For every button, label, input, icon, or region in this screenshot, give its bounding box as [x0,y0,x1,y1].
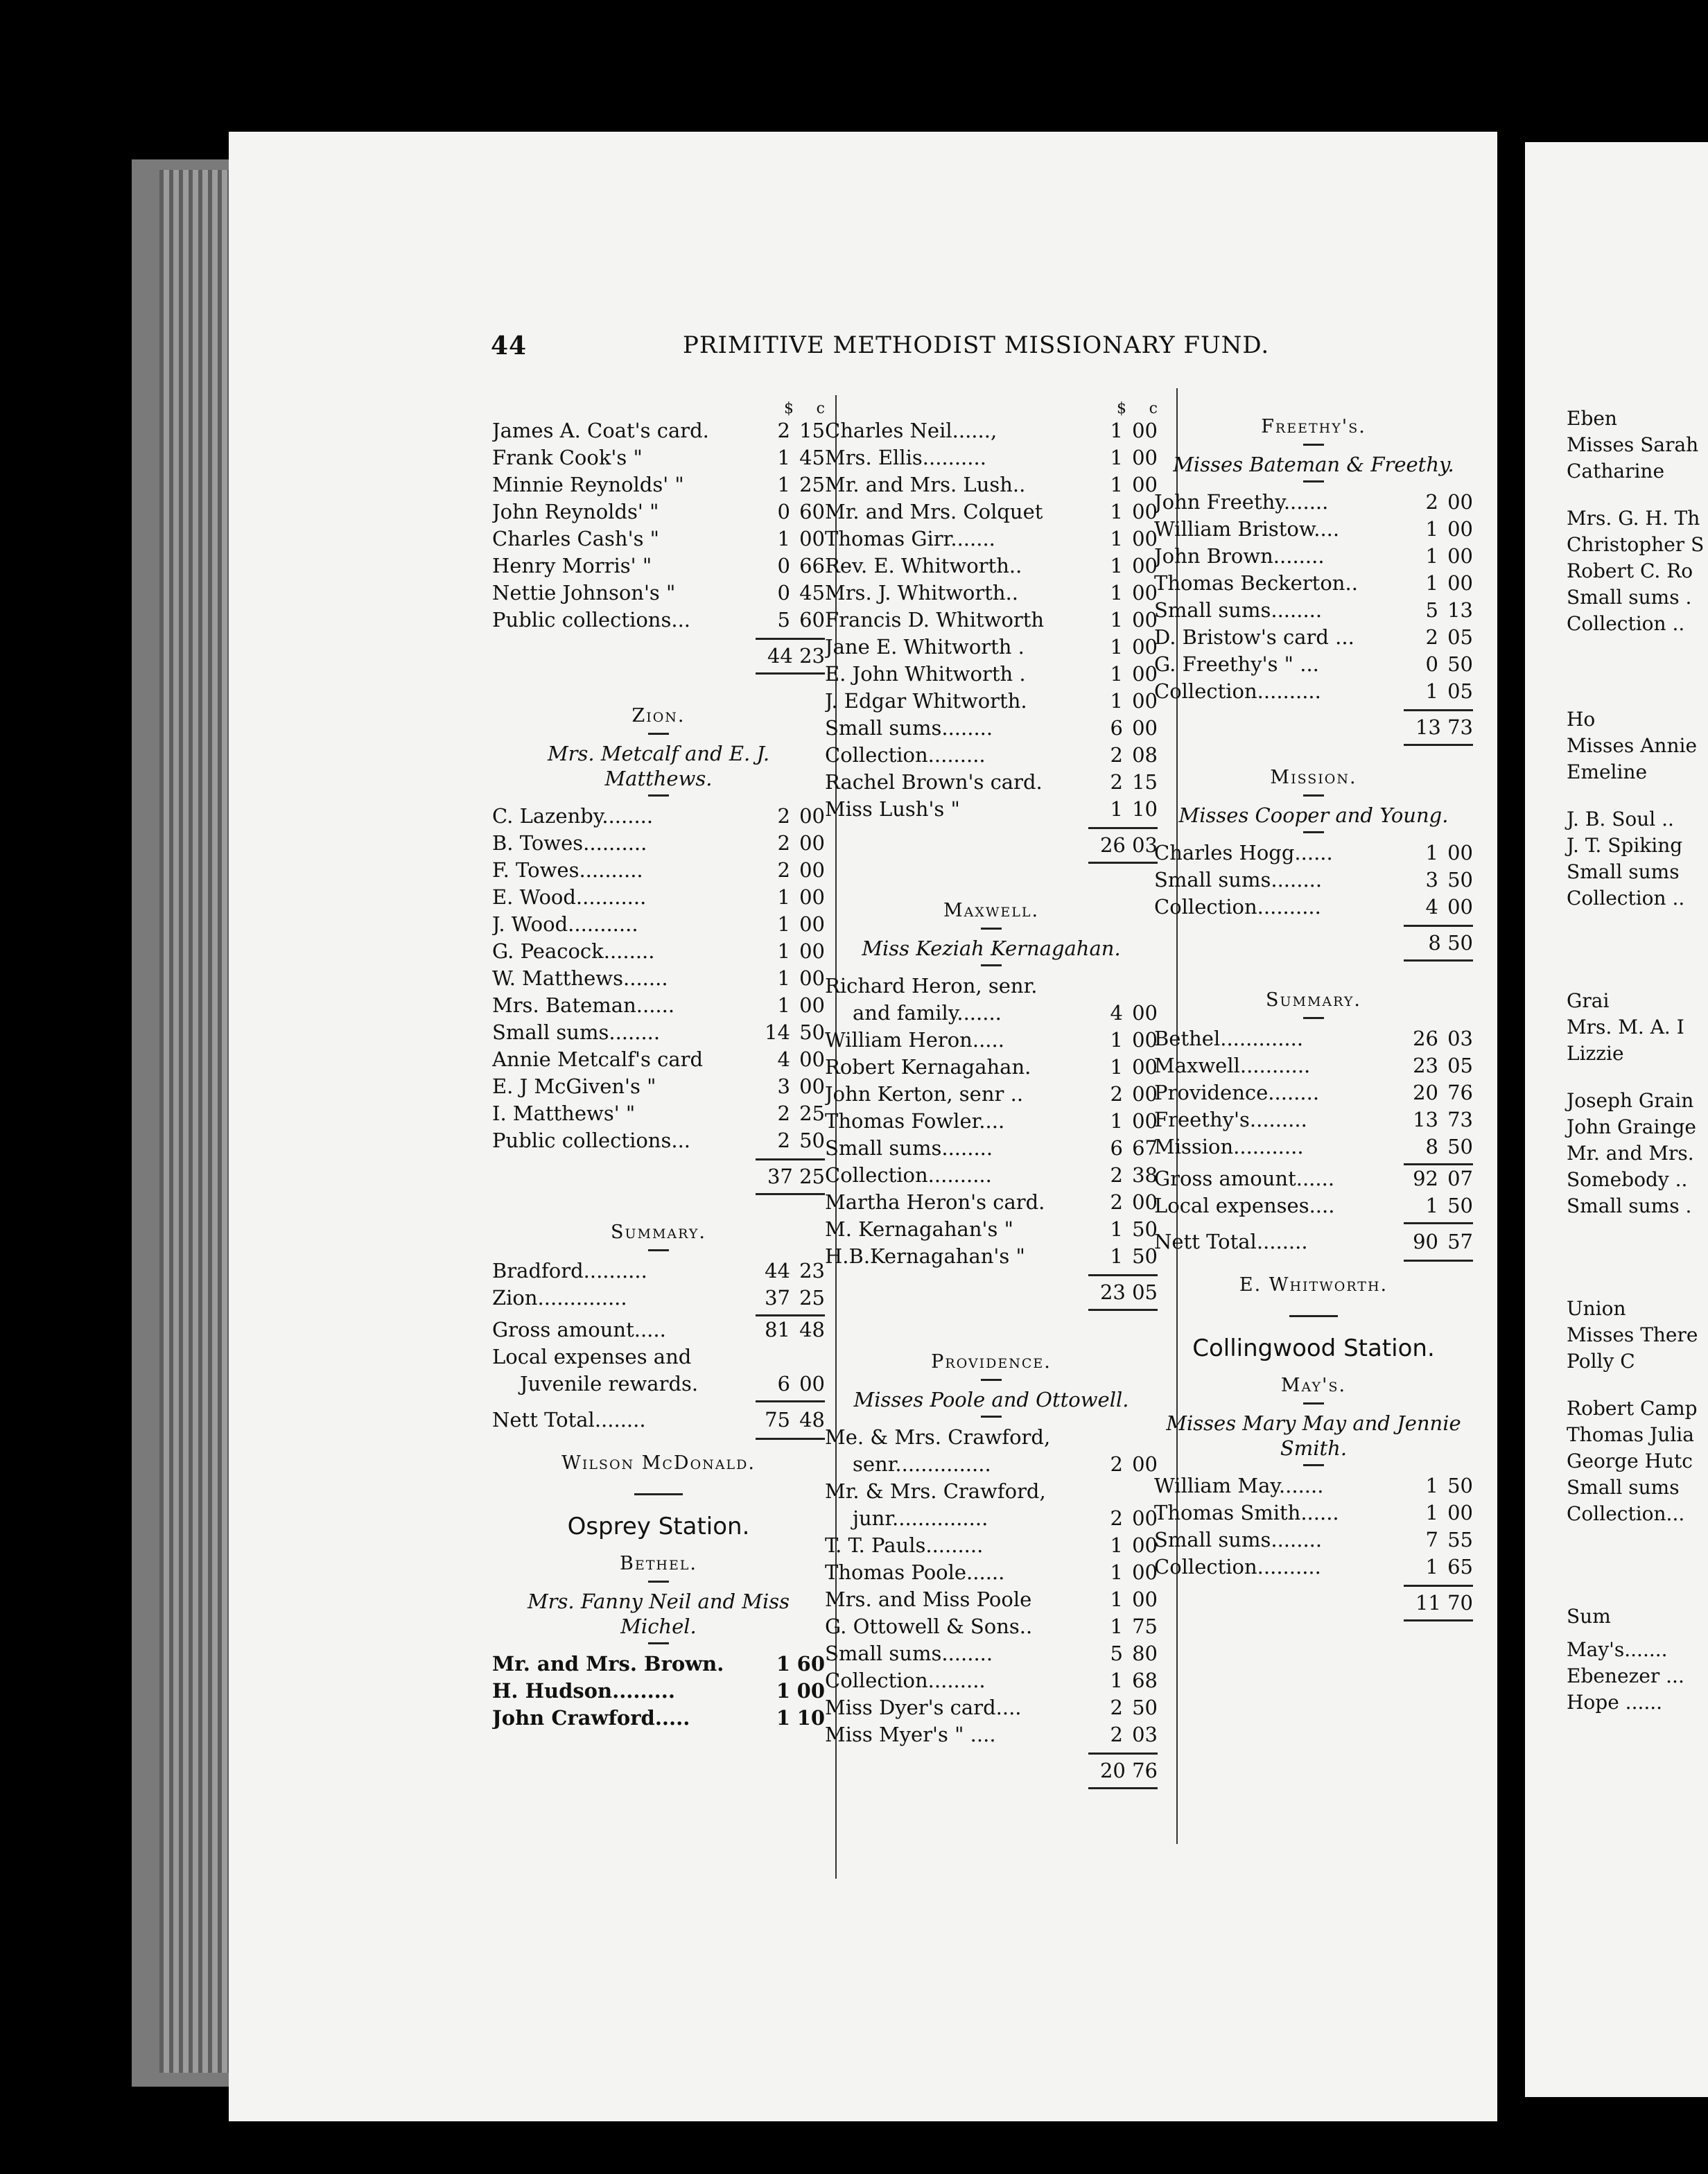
list-item: Thomas Fowler.... 1 00 [825,1109,1158,1133]
list-item: Collection.......... 2 38 [825,1163,1158,1187]
list-item: Miss Myer's " .... 2 03 [825,1723,1158,1746]
bethel-total: 26 03 [825,823,1158,871]
bethel-cont-entries [825,417,1158,823]
list-item: F. Towes.......... 2 00 [492,858,825,882]
mission-collectors: Misses Cooper and Young. [1178,803,1449,827]
list-item: Mrs. Bateman...... 1 00 [492,993,825,1017]
list-item: Small sums........ 5 13 [1154,598,1473,622]
list-item: E. Wood........... 1 00 [492,885,825,909]
list-item: Small sums . [1567,1194,1692,1217]
summary-heading: Summary. [1266,989,1361,1011]
nett-rule-bottom [492,1434,825,1440]
list-item: John Freethy....... 2 00 [1154,490,1473,514]
list-item: Small sums [1567,1476,1680,1499]
divider [1303,1017,1324,1019]
list-item: Richard Heron, senr. [825,974,1038,998]
maxwell-entries [825,1000,1158,1270]
list-item: Small sums........ 5 80 [825,1642,1158,1665]
list-item: M. Kernagahan's " 1 50 [825,1217,1158,1241]
list-item: Mrs. M. A. I [1567,1016,1684,1038]
mays-collectors: Misses Mary May and Jennie Smith. [1166,1411,1461,1460]
page-number: 44 [491,331,528,360]
list-item: Martha Heron's card. 2 00 [825,1190,1158,1214]
list-item: Eben [1567,407,1617,430]
freethy-heading: Freethy's. [1261,416,1366,437]
list-item: Small sums . [1567,586,1692,609]
column-1 [492,401,825,1732]
list-item: Mrs. Ellis.......... 1 00 [825,446,1158,469]
list-item: J. T. Spiking [1567,834,1683,857]
mission-heading: Mission. [1270,767,1357,788]
list-item: Collection......... 1 68 [825,1669,1158,1692]
list-item: Charles Hogg...... 1 00 [1154,841,1473,864]
divider [981,1416,1002,1418]
local-expenses-label: Local expenses and [492,1345,692,1368]
list-item: Maxwell........... 23 05 [1154,1054,1473,1077]
providence-heading: Providence. [931,1351,1052,1373]
list-item: Collection .. [1567,612,1685,635]
list-item: Mrs. G. H. Th [1567,507,1700,530]
list-item: Polly C [1567,1350,1635,1373]
list-item: Providence........ 20 76 [1154,1081,1473,1104]
list-item: Mission........... 8 50 [1154,1135,1473,1158]
list-item: Charles Cash's " 1 00 [492,527,825,550]
list-item: Misses Annie [1567,734,1698,757]
list-item: William Bristow.... 1 00 [1154,517,1473,541]
list-item: Ho [1567,708,1596,731]
maxwell-collectors: Miss Keziah Kernagahan. [862,937,1121,960]
list-item: Bradford.......... 44 23 [492,1259,825,1282]
list-item: John Crawford..... 1 10 [492,1706,825,1730]
list-item: Misses There [1567,1323,1698,1346]
list-item: Collection.......... 1 65 [1154,1555,1473,1579]
list-item: Catharine [1567,460,1665,482]
list-item: J. B. Soul .. [1567,808,1674,831]
list-item: Miss Lush's " 1 10 [825,797,1158,821]
providence-entries [825,1424,1158,1748]
list-item: H. Hudson......... 1 00 [492,1679,825,1703]
list-item: Me. & Mrs. Crawford, [825,1425,1051,1449]
maxwell-total: 23 05 [825,1270,1158,1318]
divider [981,928,1002,930]
list-item: Thomas Smith...... 1 00 [1154,1501,1473,1524]
section-separator [634,1493,683,1495]
list-item: Mr. and Mrs. Brown. 1 60 [492,1652,825,1676]
list-item: Somebody .. [1567,1168,1688,1191]
list-item: Frank Cook's " 1 45 [492,446,825,469]
list-item: senr............... 2 00 [853,1452,1158,1476]
list-item: E. J McGiven's " 3 00 [492,1075,825,1098]
list-item: Zion.............. 37 25 [492,1286,825,1310]
summary-entries [492,1258,825,1312]
list-item: G. Freethy's " ... 0 50 [1154,652,1473,676]
list-item: G. Ottowell & Sons.. 1 75 [825,1615,1158,1638]
list-item: Ebenezer ... [1567,1664,1684,1687]
list-item: Mrs. and Miss Poole 1 00 [825,1588,1158,1611]
list-item: Collection .. [1567,887,1685,910]
list-item: William May....... 1 50 [1154,1474,1473,1497]
bethel-entries [492,1651,825,1732]
list-item: Thomas Beckerton.. 1 00 [1154,571,1473,595]
zion-heading: Zion. [631,705,686,727]
divider [1303,480,1324,482]
list-item: Rachel Brown's card. 2 15 [825,770,1158,794]
list-item: John Brown........ 1 00 [1154,544,1473,568]
currency-header: $ c [1117,400,1158,417]
list-item: Misses Sarah [1567,433,1699,456]
list-item: Thomas Girr....... 1 00 [825,527,1158,550]
list-item: Hope ...... [1567,1691,1663,1714]
list-item: John Kerton, senr .. 2 00 [825,1082,1158,1106]
list-item: Small sums........ 14 50 [492,1020,825,1044]
summary-entries [1154,1025,1473,1160]
zion-collectors: Mrs. Metcalf and E. J. Matthews. [547,742,770,790]
list-item: Mr. and Mrs. Colquet 1 00 [825,500,1158,523]
list-item: G. Peacock........ 1 00 [492,939,825,963]
list-item: J. Edgar Whitworth. 1 00 [825,689,1158,713]
list-item: Mr. and Mrs. [1567,1142,1694,1165]
list-item: Mrs. J. Whitworth.. 1 00 [825,581,1158,605]
list-item: T. T. Pauls......... 1 00 [825,1533,1158,1557]
divider [648,1642,669,1644]
list-item: Small sums [1567,860,1680,883]
list-item: Sum [1567,1605,1611,1628]
list-item: George Hutc [1567,1450,1693,1472]
bradford-entries [492,417,825,634]
right-page-lines [1567,406,1704,1716]
divider [1303,1402,1324,1405]
list-item: E. John Whitworth . 1 00 [825,662,1158,686]
mission-total: 8 50 [1154,921,1473,968]
station-title: Collingwood Station. [1192,1334,1435,1362]
freethy-entries [1154,489,1473,705]
signature: E. Whitworth. [1239,1274,1388,1296]
signature: Wilson McDonald. [561,1452,756,1474]
list-item: Miss Dyer's card.... 2 50 [825,1696,1158,1719]
divider [1303,1464,1324,1466]
maxwell-heading: Maxwell. [943,900,1040,921]
gross-amount-row: Gross amount..... 81 48 [492,1318,825,1341]
gross-amount-row: Gross amount...... 92 07 [1154,1167,1473,1190]
zion-total: 37 25 [492,1154,825,1202]
list-item: Francis D. Whitworth 1 00 [825,608,1158,632]
nett-rule [1154,1219,1473,1228]
book-gutter [1497,0,1525,2174]
summary-rule [492,1312,825,1316]
divider [981,1379,1002,1381]
list-item: H.B.Kernagahan's " 1 50 [825,1244,1158,1268]
list-item: Nettie Johnson's " 0 45 [492,581,825,605]
list-item: Union [1567,1297,1626,1320]
nett-rule-bottom [1154,1255,1473,1262]
list-item: John Reynolds' " 0 60 [492,500,825,523]
mays-total: 11 70 [1154,1581,1473,1628]
mays-entries [1154,1472,1473,1581]
column-3 [1154,401,1473,1628]
list-item: Small sums........ 6 00 [825,716,1158,740]
right-page-fragment [1525,142,1708,2097]
list-item: Joseph Grain [1567,1089,1694,1112]
station-title: Osprey Station. [567,1513,750,1540]
list-item: Robert Camp [1567,1397,1698,1420]
list-item: Bethel............. 26 03 [1154,1027,1473,1050]
bethel-heading: Bethel. [619,1553,698,1574]
list-item: Minnie Reynolds' " 1 25 [492,473,825,496]
list-item: Small sums........ 3 50 [1154,868,1473,892]
list-item: Rev. E. Whitworth.. 1 00 [825,554,1158,577]
divider [648,794,669,797]
list-item: C. Lazenby........ 2 00 [492,804,825,828]
list-item: Robert Kernagahan. 1 00 [825,1055,1158,1079]
bethel-collectors: Mrs. Fanny Neil and Miss Michel. [527,1590,790,1638]
list-item: Lizzie [1567,1042,1624,1065]
list-item: junr............... 2 00 [853,1506,1158,1530]
list-item: Charles Neil......, 1 00 [825,419,1158,442]
divider [648,1581,669,1583]
list-item: Robert C. Ro [1567,559,1693,582]
freethy-collectors: Misses Bateman & Freethy. [1173,453,1454,476]
list-item: Small sums........ 7 55 [1154,1528,1473,1551]
list-item: Jane E. Whitworth . 1 00 [825,635,1158,659]
bradford-total: 44 23 [492,634,825,681]
list-item: Small sums........ 6 67 [825,1136,1158,1160]
list-item: J. Wood........... 1 00 [492,912,825,936]
nett-total-row: Nett Total........ 75 48 [492,1408,825,1432]
divider [648,733,669,735]
zion-entries [492,803,825,1154]
mays-heading: May's. [1280,1375,1347,1396]
providence-total: 20 76 [825,1748,1158,1796]
divider [648,1249,669,1251]
list-item: W. Matthews....... 1 00 [492,966,825,990]
list-item: D. Bristow's card ... 2 05 [1154,625,1473,649]
divider [1303,794,1324,797]
summary-rule [1154,1160,1473,1165]
list-item: and family....... 4 00 [853,1001,1158,1025]
section-separator [1289,1315,1338,1317]
list-item: Mr. & Mrs. Crawford, [825,1479,1046,1503]
list-item: Collection.......... 1 05 [1154,679,1473,703]
divider [981,964,1002,966]
column-2 [825,401,1158,1796]
list-item: B. Towes.......... 2 00 [492,831,825,855]
list-item: Freethy's......... 13 73 [1154,1108,1473,1131]
juvenile-rewards-row: Juvenile rewards. 6 00 [520,1372,825,1395]
list-item: James A. Coat's card. 2 15 [492,419,825,442]
list-item: John Grainge [1567,1115,1696,1138]
list-item: Henry Morris' " 0 66 [492,554,825,577]
list-item: Grai [1567,989,1610,1012]
list-item: Public collections... 2 50 [492,1129,825,1152]
list-item: Mr. and Mrs. Lush.. 1 00 [825,473,1158,496]
currency-header: $ c [784,400,825,417]
divider [1303,444,1324,446]
list-item: Collection... [1567,1502,1685,1525]
local-expenses-row: Local expenses.... 1 50 [1154,1194,1473,1217]
list-item: May's....... [1567,1638,1668,1661]
list-item: Emeline [1567,760,1648,783]
summary-heading: Summary. [611,1221,706,1243]
list-item: Christopher S [1567,533,1705,556]
list-item: Public collections... 5 60 [492,608,825,632]
providence-collectors: Misses Poole and Ottowell. [853,1388,1129,1411]
nett-rule [492,1398,825,1407]
freethy-total: 13 73 [1154,705,1473,753]
mission-entries [1154,840,1473,921]
nett-total-row: Nett Total........ 90 57 [1154,1230,1473,1253]
list-item: Annie Metcalf's card 4 00 [492,1047,825,1071]
list-item: I. Matthews' " 2 25 [492,1102,825,1125]
list-item: Thomas Poole...... 1 00 [825,1560,1158,1584]
list-item: William Heron..... 1 00 [825,1028,1158,1052]
page-title: PRIMITIVE METHODIST MISSIONARY FUND. [683,331,1270,359]
list-item: Thomas Julia [1567,1423,1694,1446]
list-item: Collection......... 2 08 [825,743,1158,767]
list-item: Collection.......... 4 00 [1154,895,1473,919]
divider [1303,831,1324,833]
